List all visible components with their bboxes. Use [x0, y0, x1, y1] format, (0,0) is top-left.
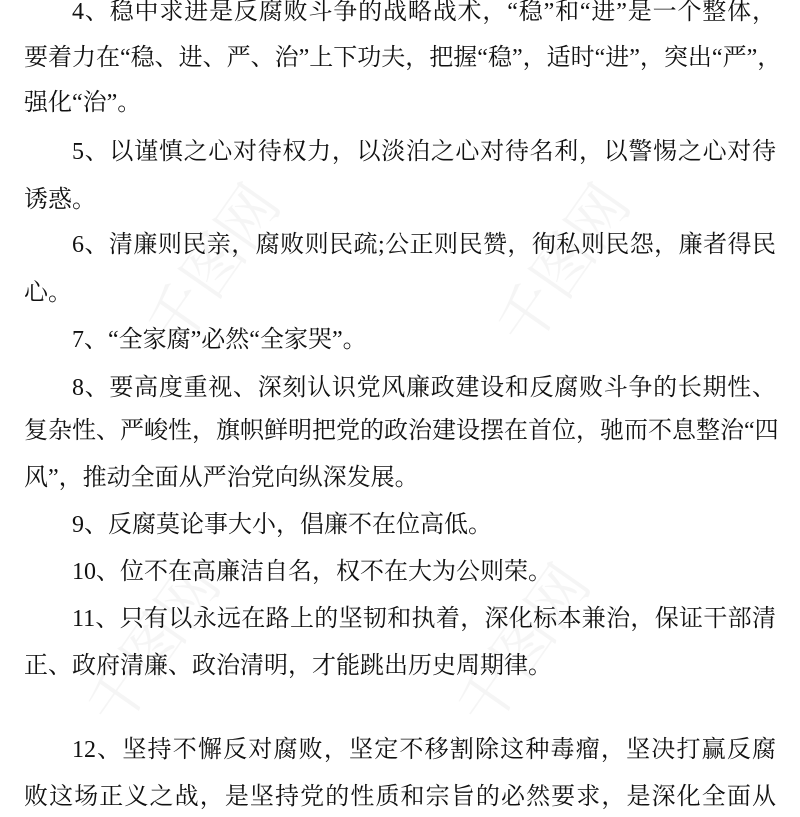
paragraph-6-line-1: 6、清廉则民亲，腐败则民疏;公正则民赞，徇私则民怨，廉者得民 [72, 232, 776, 258]
paragraph-5-line-2: 诱惑。 [24, 187, 96, 213]
paragraph-10-line-1: 10、位不在高廉洁自名，权不在大为公则荣。 [72, 559, 552, 585]
paragraph-7-line-1: 7、“全家腐”必然“全家哭”。 [72, 327, 367, 353]
paragraph-5-line-1: 5、以谨慎之心对待权力，以淡泊之心对待名利，以警惕之心对待 [72, 139, 776, 165]
paragraph-12-line-1: 12、坚持不懈反对腐败，坚定不移割除这种毒瘤，坚决打赢反腐 [72, 737, 776, 763]
paragraph-11-line-1: 11、只有以永远在路上的坚韧和执着，深化标本兼治，保证干部清 [72, 606, 776, 632]
paragraph-8-line-2: 复杂性、严峻性，旗帜鲜明把党的政治建设摆在首位，驰而不息整治“四 [24, 418, 779, 444]
paragraph-4-line-1: 4、稳中求进是反腐败斗争的战略战术，“稳”和“进”是一个整体， [72, 0, 776, 25]
paragraph-12-line-2: 败这场正义之战，是坚持党的性质和宗旨的必然要求，是深化全面从 [24, 784, 776, 810]
paragraph-6-line-2: 心。 [24, 280, 72, 306]
paragraph-9-line-1: 9、反腐莫论事大小，倡廉不在位高低。 [72, 512, 492, 538]
paragraph-4-line-3: 强化“治”。 [24, 90, 142, 116]
paragraph-4-line-2: 要着力在“稳、进、严、治”上下功夫，把握“稳”，适时“进”，突出“严”， [24, 45, 782, 71]
paragraph-8-line-3: 风”，推动全面从严治党向纵深发展。 [24, 465, 419, 491]
paragraph-11-line-2: 正、政府清廉、政治清明，才能跳出历史周期律。 [24, 653, 552, 679]
paragraph-8-line-1: 8、要高度重视、深刻认识党风廉政建设和反腐败斗争的长期性、 [72, 375, 776, 401]
